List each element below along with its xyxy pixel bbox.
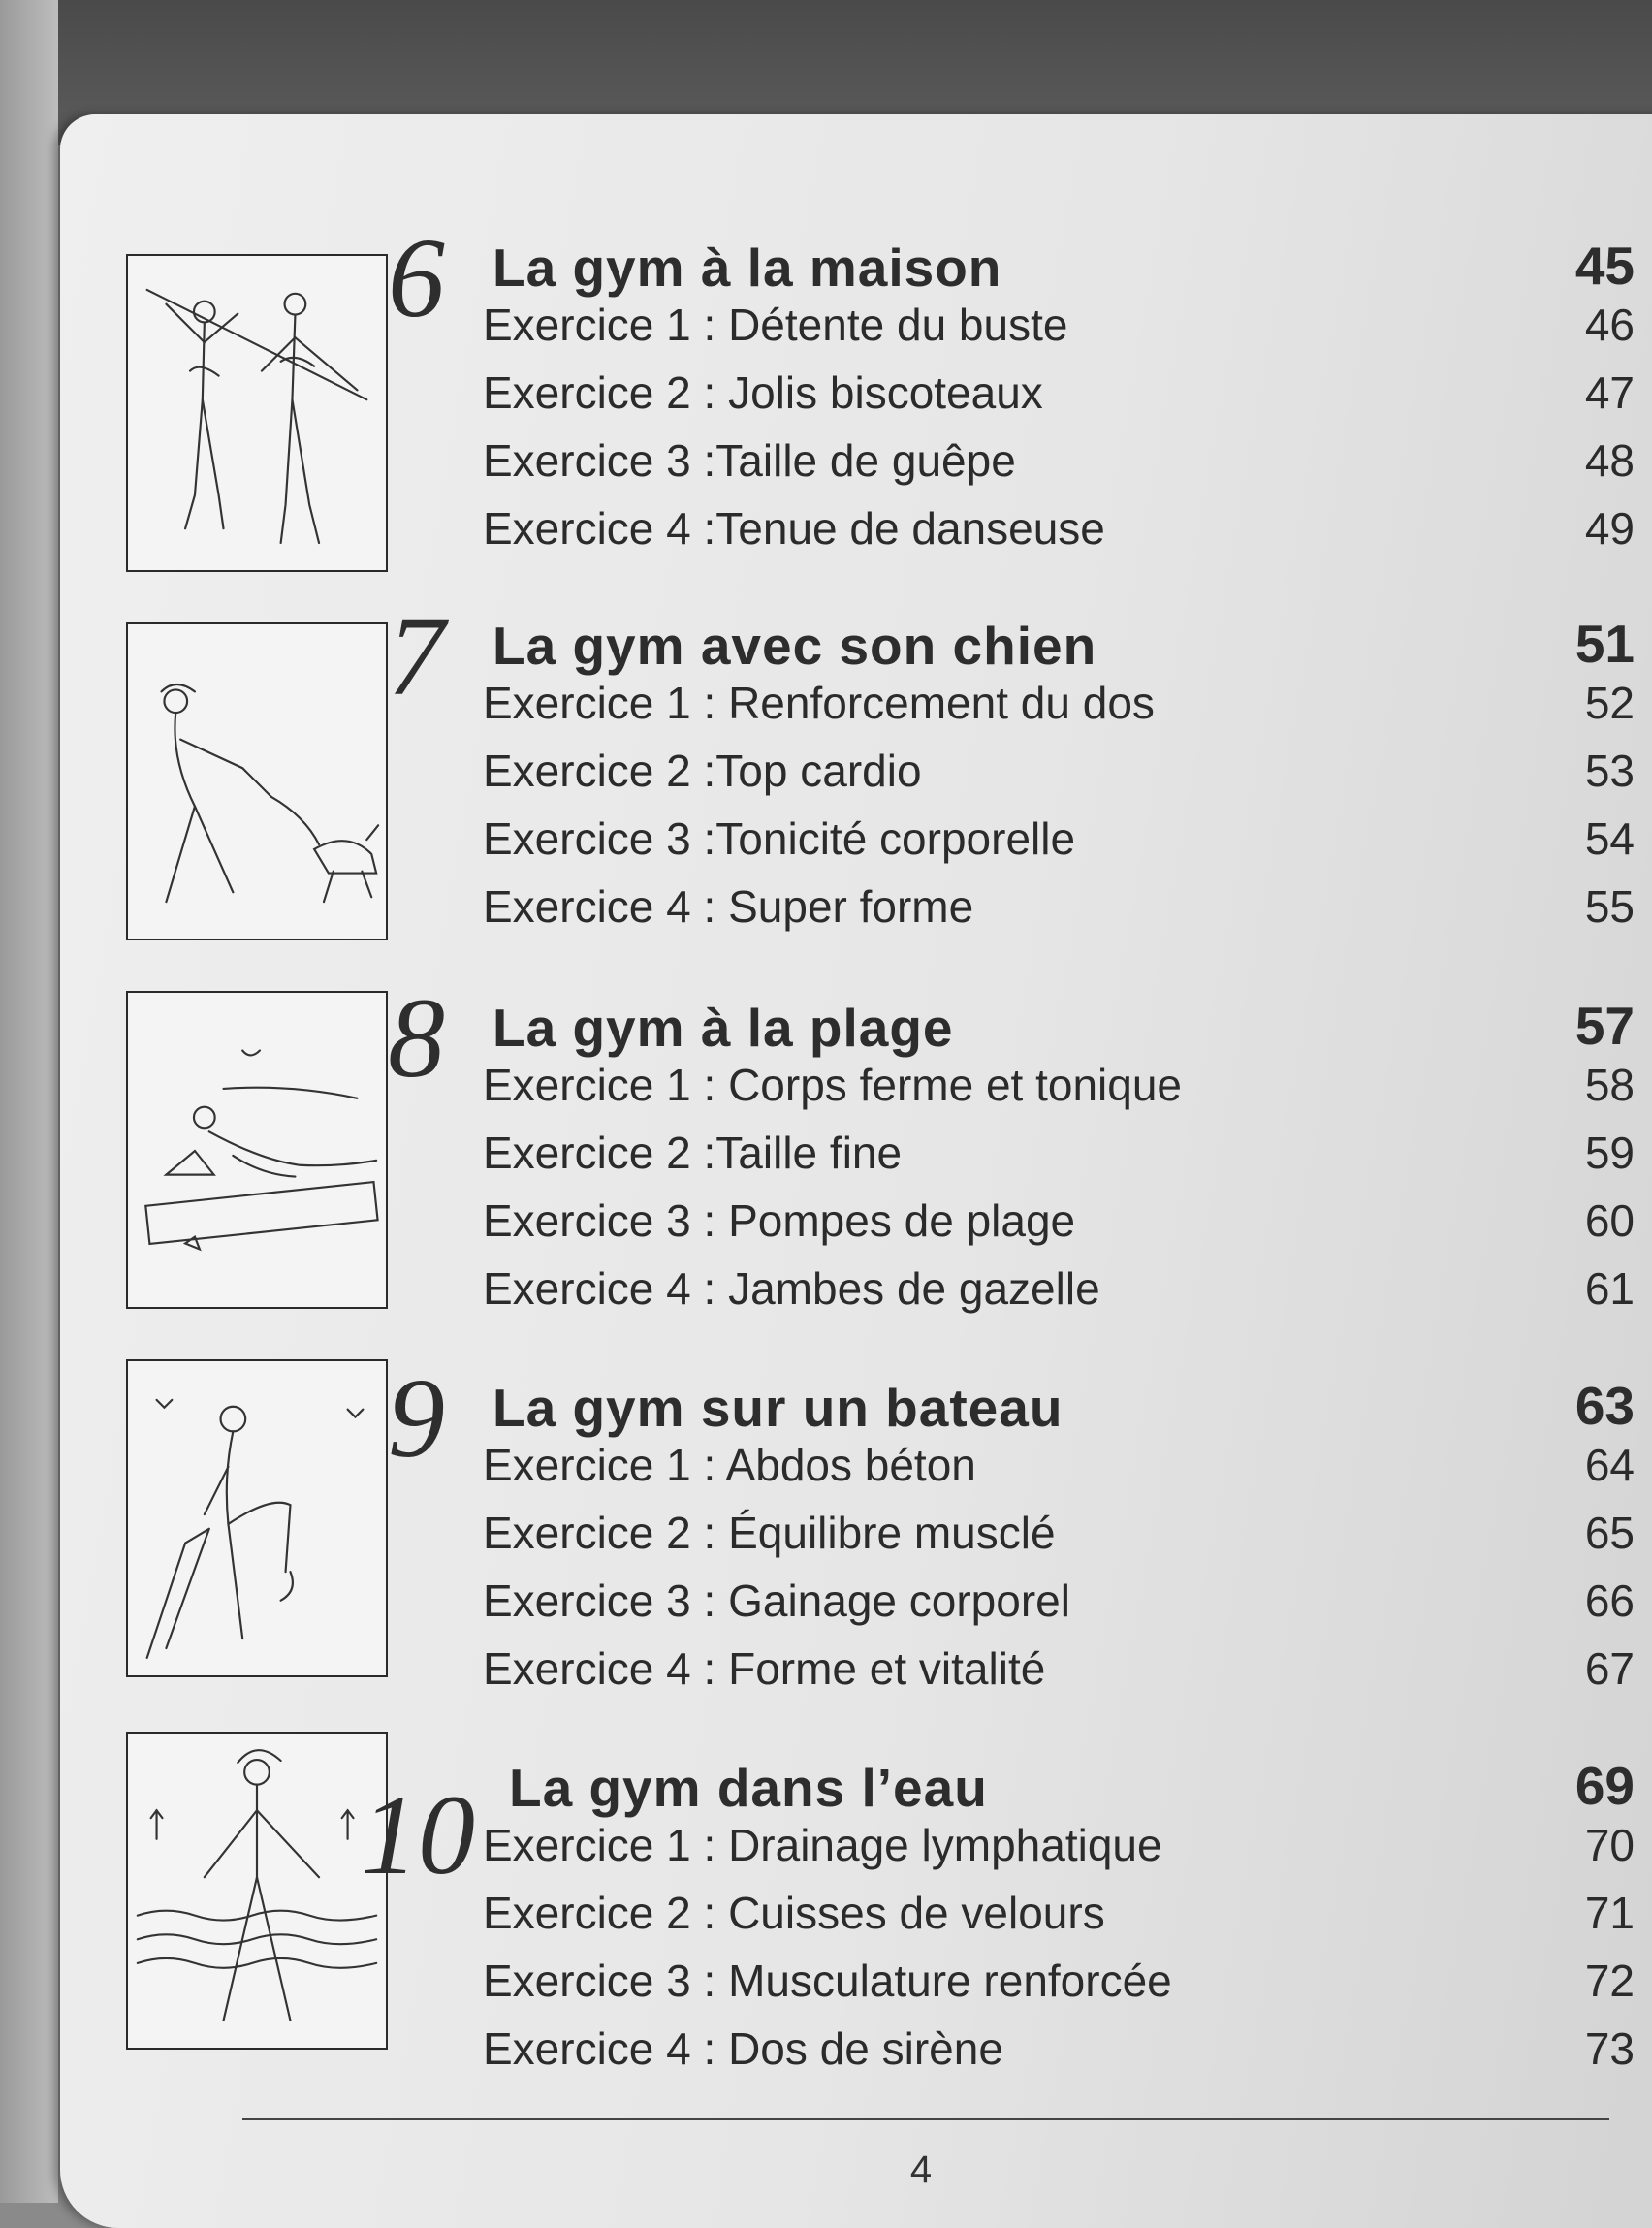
chapter-page: 63 — [1574, 1376, 1635, 1436]
exercise-item: Exercice 2 :Taille fine — [483, 1128, 903, 1178]
exercise-item: Exercice 2 : Équilibre musclé — [483, 1508, 1056, 1558]
exercise-page: 73 — [1584, 2023, 1635, 2074]
exercise-item: Exercice 1 : Détente du buste — [483, 300, 1068, 350]
exercise-item: Exercice 3 : Pompes de plage — [483, 1195, 1076, 1246]
exercise-page: 48 — [1584, 435, 1635, 486]
exercise-page: 65 — [1584, 1508, 1635, 1558]
chapter-title: La gym à la maison — [492, 238, 1002, 298]
chapter-number: 7 — [388, 592, 445, 719]
exercise-page: 60 — [1584, 1195, 1635, 1246]
chapter-page: 69 — [1574, 1756, 1635, 1816]
exercise-page: 46 — [1584, 300, 1635, 350]
exercise-page: 49 — [1584, 503, 1635, 554]
exercise-page: 67 — [1584, 1643, 1635, 1694]
exercise-item: Exercice 1 : Drainage lymphatique — [483, 1820, 1162, 1870]
exercise-item: Exercice 4 : Dos de sirène — [483, 2023, 1003, 2074]
chapter-9-illustration — [126, 1359, 388, 1677]
exercise-item: Exercice 4 : Super forme — [483, 881, 974, 932]
exercise-item: Exercice 3 : Gainage corporel — [483, 1576, 1070, 1626]
chapter-title: La gym sur un bateau — [492, 1378, 1064, 1438]
chapter-title: La gym avec son chien — [492, 616, 1097, 676]
chapter-number: 9 — [388, 1354, 445, 1481]
chapter-title: La gym à la plage — [492, 998, 954, 1058]
exercise-item: Exercice 4 :Tenue de danseuse — [483, 503, 1105, 554]
chapter-number: 10 — [361, 1771, 475, 1898]
chapter-8-illustration — [126, 991, 388, 1309]
exercise-page: 61 — [1584, 1263, 1635, 1314]
exercise-item: Exercice 2 : Cuisses de velours — [483, 1888, 1105, 1938]
exercise-item: Exercice 4 : Jambes de gazelle — [483, 1263, 1100, 1314]
exercise-page: 70 — [1584, 1820, 1635, 1870]
chapter-title: La gym dans l’eau — [509, 1758, 988, 1818]
exercise-item: Exercice 2 :Top cardio — [483, 746, 922, 796]
exercise-page: 55 — [1584, 881, 1635, 932]
chapter-page: 45 — [1574, 236, 1635, 296]
exercise-page: 47 — [1584, 367, 1635, 418]
chapter-number: 6 — [388, 214, 445, 341]
exercise-item: Exercice 3 : Musculature renforcée — [483, 1956, 1172, 2006]
exercise-item: Exercice 2 : Jolis biscoteaux — [483, 367, 1043, 418]
chapter-6-illustration — [126, 254, 388, 572]
exercise-item: Exercice 1 : Abdos béton — [483, 1440, 976, 1490]
exercise-item: Exercice 3 :Tonicité corporelle — [483, 813, 1076, 864]
exercise-item: Exercice 3 :Taille de guêpe — [483, 435, 1016, 486]
background-left-edge — [0, 0, 58, 2203]
chapter-page: 51 — [1574, 614, 1635, 674]
exercise-page: 71 — [1584, 1888, 1635, 1938]
exercise-page: 58 — [1584, 1060, 1635, 1110]
footer-divider — [242, 2118, 1609, 2120]
exercise-page: 59 — [1584, 1128, 1635, 1178]
exercise-item: Exercice 1 : Renforcement du dos — [483, 678, 1155, 728]
chapter-7-illustration — [126, 622, 388, 940]
exercise-page: 64 — [1584, 1440, 1635, 1490]
exercise-page: 52 — [1584, 678, 1635, 728]
chapter-10-illustration — [126, 1732, 388, 2050]
exercise-item: Exercice 4 : Forme et vitalité — [483, 1643, 1046, 1694]
exercise-page: 54 — [1584, 813, 1635, 864]
exercise-page: 72 — [1584, 1956, 1635, 2006]
exercise-page: 66 — [1584, 1576, 1635, 1626]
page-number: 4 — [909, 2148, 933, 2191]
exercise-item: Exercice 1 : Corps ferme et tonique — [483, 1060, 1182, 1110]
chapter-number: 8 — [388, 974, 445, 1101]
exercise-page: 53 — [1584, 746, 1635, 796]
chapter-page: 57 — [1574, 996, 1635, 1056]
